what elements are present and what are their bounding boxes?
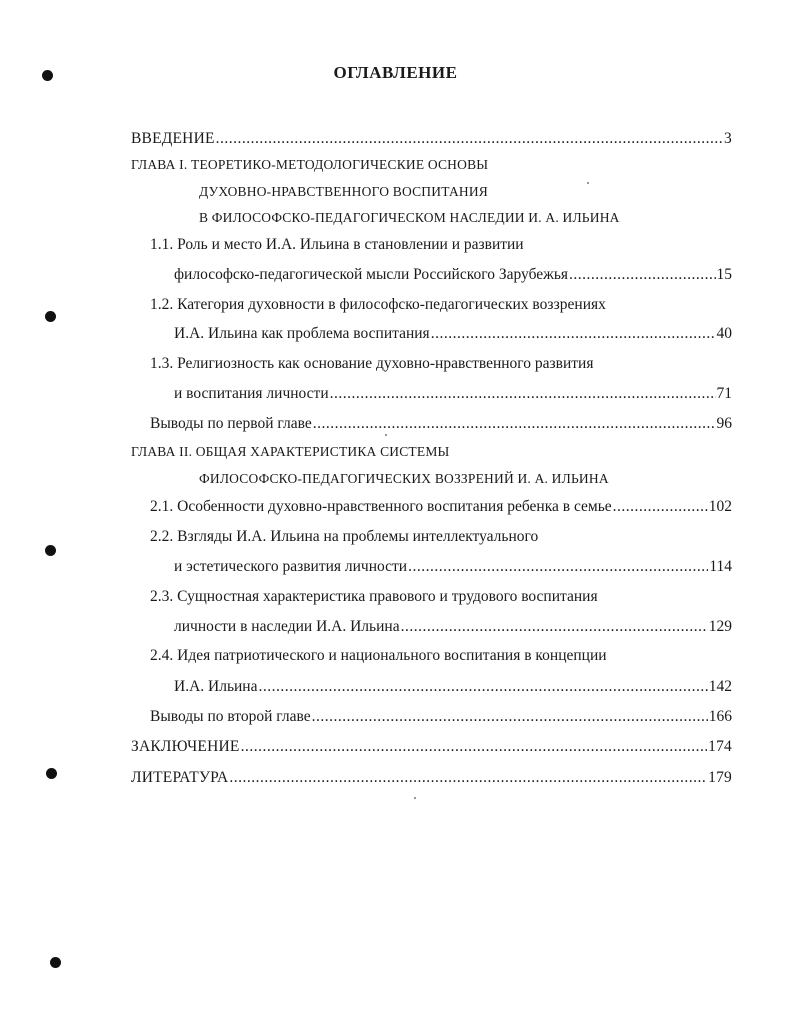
toc-section-title: 1.1. Роль и место И.А. Ильина в становлении и развитии <box>150 236 524 253</box>
dot-leader <box>401 617 708 637</box>
toc-chapter-heading: ФИЛОСОФСКО-ПЕДАГОГИЧЕСКИХ ВОЗЗРЕНИЙ И. А. ИЛЬИНА <box>199 471 609 486</box>
dot-leader <box>241 737 708 757</box>
toc-page-number: 142 <box>708 678 732 695</box>
dot-leader <box>216 129 723 149</box>
binder-hole-mark <box>45 545 56 556</box>
toc-page-number: 96 <box>716 415 732 432</box>
toc-entry-label: И.А. Ильина как проблема воспитания <box>174 325 430 342</box>
toc-entry-1-1 <box>174 265 732 285</box>
toc-entry-label: личности в наследии И.А. Ильина <box>174 618 400 635</box>
toc-page-number: 71 <box>716 385 732 402</box>
toc-entry-literature <box>131 768 732 788</box>
scan-speck <box>587 182 589 184</box>
toc-page-number: 166 <box>708 708 732 725</box>
toc-entry-2-3 <box>174 617 732 637</box>
toc-chapter-heading: ГЛАВА I. ТЕОРЕТИКО-МЕТОДОЛОГИЧЕСКИЕ ОСНОВЫ <box>131 157 489 172</box>
toc-entry-label: и эстетического развития личности <box>174 558 408 575</box>
toc-page-number: 114 <box>709 558 732 575</box>
binder-hole-mark <box>50 957 61 968</box>
toc-entry-introduction <box>131 129 732 149</box>
toc-chapter-heading: ГЛАВА II. ОБЩАЯ ХАРАКТЕРИСТИКА СИСТЕМЫ <box>131 444 450 459</box>
toc-section-title: 1.2. Категория духовности в философско-педагогических воззрениях <box>150 296 606 313</box>
toc-chapter-heading: ДУХОВНО-НРАВСТВЕННОГО ВОСПИТАНИЯ <box>199 184 489 199</box>
toc-entry-label: ЛИТЕРАТУРА <box>131 769 229 786</box>
dot-leader <box>313 414 716 434</box>
toc-entry-1-3 <box>174 384 732 404</box>
dot-leader <box>258 677 707 697</box>
toc-page-number: 102 <box>708 498 732 515</box>
dot-leader <box>229 768 707 788</box>
dot-leader <box>569 265 715 285</box>
toc-entry-label: и воспитания личности <box>174 385 329 402</box>
toc-page-number: 174 <box>708 738 732 755</box>
scan-speck <box>414 797 416 799</box>
toc-entry-label: философско-педагогической мысли Российского Зарубежья <box>174 266 569 283</box>
page-title: ОГЛАВЛЕНИЕ <box>333 63 458 82</box>
toc-section-title: 2.4. Идея патриотического и национального воспитания в концепции <box>150 647 607 664</box>
dot-leader <box>613 497 708 517</box>
toc-entry-label: ВВЕДЕНИЕ <box>131 130 215 147</box>
dot-leader <box>431 324 716 344</box>
toc-entry-label: Выводы по второй главе <box>150 708 311 725</box>
toc-section-title: 1.3. Религиозность как основание духовно-нравственного развития <box>150 355 594 372</box>
toc-page-number: 179 <box>708 769 732 786</box>
binder-hole-mark <box>46 768 57 779</box>
toc-entry-2-4 <box>174 677 732 697</box>
dot-leader <box>330 384 716 404</box>
dot-leader <box>312 707 708 727</box>
toc-page-number: 129 <box>708 618 732 635</box>
toc-entry-1-2 <box>174 324 732 344</box>
toc-page-number: 40 <box>716 325 732 342</box>
toc-page-number: 15 <box>716 266 732 283</box>
dot-leader <box>408 557 708 577</box>
toc-page-number: 3 <box>724 130 732 147</box>
toc-entry-label: И.А. Ильина <box>174 678 258 695</box>
toc-entry-label: ЗАКЛЮЧЕНИЕ <box>131 738 240 755</box>
toc-entry-2-1 <box>150 497 732 517</box>
toc-section-title: 2.3. Сущностная характеристика правового и трудового воспитания <box>150 588 598 605</box>
binder-hole-mark <box>45 311 56 322</box>
toc-entry-conclusions-chapter-2 <box>150 707 732 727</box>
toc-entry-2-2 <box>174 557 732 577</box>
scan-speck <box>385 434 387 436</box>
toc-entry-label: Выводы по первой главе <box>150 415 312 432</box>
toc-section-title: 2.2. Взгляды И.А. Ильина на проблемы интеллектуального <box>150 528 539 545</box>
toc-entry-label: 2.1. Особенности духовно-нравственного воспитания ребенка в семье <box>150 498 612 515</box>
toc-entry-conclusion <box>131 737 732 757</box>
toc-chapter-heading: В ФИЛОСОФСКО-ПЕДАГОГИЧЕСКОМ НАСЛЕДИИ И. А. ИЛЬИНА <box>199 210 620 225</box>
toc-entry-conclusions-chapter-1 <box>150 414 732 434</box>
